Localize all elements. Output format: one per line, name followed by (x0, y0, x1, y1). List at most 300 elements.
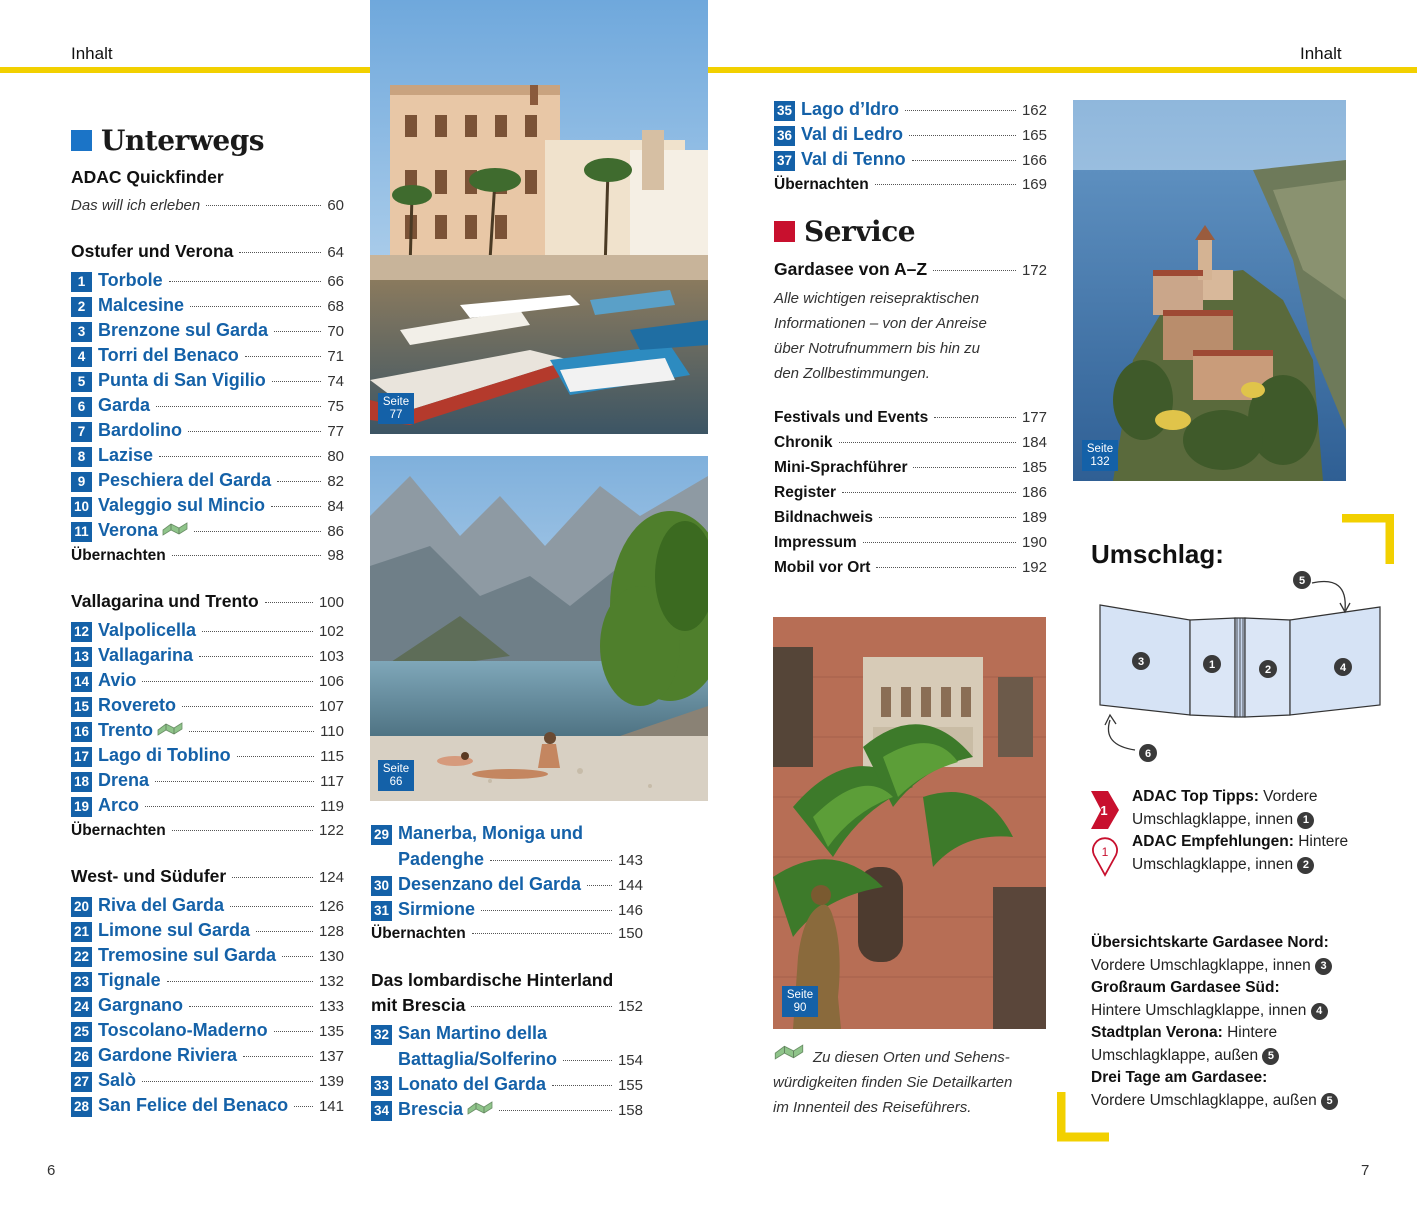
entry-label: Peschiera del Garda (98, 470, 272, 490)
toc-entry[interactable] (774, 149, 1047, 173)
row-page: 100 (318, 594, 344, 611)
entry-number: 4 (71, 347, 92, 367)
entry-label: San Felice del Benaco (98, 1095, 289, 1115)
legend-text: Vordere Umschlagklappe, innen (1091, 956, 1311, 974)
seite-label: Seite (1086, 443, 1114, 455)
entry-page: 80 (327, 448, 344, 465)
entry-number: 14 (71, 672, 92, 692)
entry-number: 35 (774, 101, 795, 121)
ref-badge: 4 (1311, 1003, 1328, 1020)
diagram-marker (1139, 744, 1157, 762)
row-page: 150 (617, 925, 643, 942)
entry-number: 11 (71, 522, 92, 542)
service-entry[interactable] (774, 559, 1047, 583)
entry-label: Verona (98, 520, 159, 540)
dot-leader (243, 1056, 313, 1057)
entry-page: 107 (318, 698, 344, 715)
toc-entry[interactable] (71, 395, 344, 419)
legend-line (1091, 1090, 1371, 1113)
toc-entry-29-cont[interactable] (398, 849, 643, 873)
entry-number: 2 (71, 297, 92, 317)
seite-page: 90 (793, 1002, 807, 1014)
map-note (773, 1045, 1053, 1120)
entry-page: 137 (318, 1048, 344, 1065)
dot-leader (905, 110, 1016, 111)
toc-entry[interactable] (71, 970, 344, 994)
row-label: Übernachten (71, 547, 166, 564)
entry-number: 36 (774, 126, 795, 146)
entry-page: 102 (318, 623, 344, 640)
map-icon (157, 722, 183, 736)
entry-label: Lago d’Idro (801, 99, 899, 119)
toc-entry[interactable] (71, 1020, 344, 1044)
dot-leader (863, 542, 1016, 543)
row-label: Übernachten (774, 176, 869, 193)
toc-entry[interactable] (71, 920, 344, 944)
entry-page: 165 (1021, 127, 1047, 144)
diagram-marker (1293, 571, 1311, 589)
dot-leader (481, 910, 612, 911)
entry-label: Battaglia/Solferino (398, 1049, 558, 1069)
entry-label: Mini-Sprachführer (774, 459, 908, 476)
entry-number: 22 (71, 947, 92, 967)
toc-entry[interactable] (71, 945, 344, 969)
entry-number: 29 (371, 825, 392, 845)
ref-badge: 3 (1315, 958, 1332, 975)
toc-entry[interactable] (71, 495, 344, 519)
row-page: 169 (1021, 176, 1047, 193)
toc-entry-32[interactable] (371, 1023, 643, 1047)
entry-number: 30 (371, 876, 392, 896)
desc-line: den Zollbestimmungen. (774, 365, 930, 382)
photo-cliff (1073, 100, 1346, 481)
legend-line (1091, 1045, 1371, 1068)
dot-leader (934, 417, 1016, 418)
diagram-num-2: 2 (1264, 664, 1272, 676)
seite-label: Seite (382, 763, 410, 775)
group-label: mit Brescia (371, 995, 466, 1015)
dot-leader (933, 270, 1016, 271)
entry-number: 24 (71, 997, 92, 1017)
dot-leader (206, 205, 321, 206)
ref-badge: 1 (1297, 812, 1314, 829)
toc-entry[interactable] (71, 795, 344, 819)
entry-number: 26 (71, 1047, 92, 1067)
legend-text: Umschlagklappe, innen (1132, 855, 1294, 873)
legend-maps (1091, 932, 1371, 1112)
dot-leader (245, 356, 322, 357)
entry-label: Drena (98, 770, 150, 790)
entry-number: 32 (371, 1025, 392, 1045)
entry-label: Sirmione (398, 899, 476, 919)
entry-label: Chronik (774, 434, 833, 451)
quickfinder-row[interactable] (71, 197, 344, 221)
entry-label: Trento (98, 720, 154, 740)
entry-page: 126 (318, 898, 344, 915)
entry-number: 13 (71, 647, 92, 667)
toc-entry[interactable] (71, 620, 344, 644)
dot-leader (272, 381, 322, 382)
top-tipp-marker-icon (1090, 790, 1120, 830)
entry-number: 27 (71, 1072, 92, 1092)
section-title: Service (804, 215, 916, 248)
entry-label: Impressum (774, 534, 857, 551)
entry-label: Lonato del Garda (398, 1074, 547, 1094)
dot-leader (142, 1081, 313, 1082)
toc-entry[interactable] (774, 99, 1047, 123)
cliff-illustration (1073, 100, 1346, 481)
entry-number: 20 (71, 897, 92, 917)
entry-page: 135 (318, 1023, 344, 1040)
toc-entry[interactable] (71, 1070, 344, 1094)
toc-entry[interactable] (71, 445, 344, 469)
legend-text: Hintere (1227, 1024, 1278, 1041)
toc-entry[interactable] (71, 1045, 344, 1069)
entry-page: 68 (327, 298, 344, 315)
service-entry[interactable] (774, 484, 1047, 508)
vallagarina-uebernachten[interactable] (71, 822, 344, 846)
juliet-illustration (773, 617, 1046, 1029)
group-hinterland: Das lombardische Hinterland (371, 970, 614, 990)
dot-leader (913, 467, 1015, 468)
entry-page: 143 (617, 852, 643, 869)
entry-label: Tremosine sul Garda (98, 945, 277, 965)
entry-number: 9 (71, 472, 92, 492)
legend-line (1132, 809, 1372, 832)
map-icon (467, 1101, 493, 1115)
legend-text: Hintere Umschlagklappe, innen (1091, 1001, 1307, 1019)
legend-label-line (1091, 1022, 1371, 1045)
legend-text: Umschlagklappe, innen (1132, 810, 1294, 828)
dot-leader (156, 406, 321, 407)
entry-number: 31 (371, 901, 392, 921)
quickfinder-title: ADAC Quickfinder (71, 167, 224, 187)
entry-page: 117 (320, 773, 344, 790)
seite-badge (378, 760, 414, 791)
toc-entry[interactable] (71, 470, 344, 494)
dot-leader (194, 531, 321, 532)
dot-leader (189, 731, 314, 732)
photo-harbor (370, 0, 708, 434)
legend-label-line (1091, 1067, 1371, 1090)
entry-page: 75 (327, 398, 344, 415)
entry-page: 186 (1021, 484, 1047, 501)
diagram-num-5: 5 (1298, 575, 1306, 587)
seite-page: 132 (1090, 456, 1110, 468)
group-vallagarina[interactable] (71, 591, 344, 615)
row-page: 60 (327, 197, 344, 214)
legend-top-tipps (1132, 786, 1372, 876)
entry-label: Festivals und Events (774, 409, 929, 426)
desc-line: über Notrufnummern bis hin zu (774, 340, 980, 357)
diagram-marker (1132, 652, 1150, 670)
entry-label: Salò (98, 1070, 137, 1090)
toc-entry-29[interactable] (371, 823, 643, 847)
lake-illustration (370, 456, 708, 801)
toc-entry[interactable] (71, 995, 344, 1019)
entry-label: Brenzone sul Garda (98, 320, 269, 340)
entry-number: 23 (71, 972, 92, 992)
legend-text: Vordere (1263, 788, 1318, 805)
diagram-marker (1334, 658, 1352, 676)
entry-label: Rovereto (98, 695, 177, 715)
dot-leader (188, 431, 321, 432)
dot-leader (167, 981, 313, 982)
entry-page: 141 (318, 1098, 344, 1115)
entry-label: Manerba, Moniga und (398, 823, 584, 843)
toc-entry-34[interactable] (371, 1099, 643, 1123)
header-title-left: Inhalt (71, 44, 113, 63)
toc-entry[interactable] (71, 745, 344, 769)
entry-label: San Martino della (398, 1023, 548, 1043)
legend-label-line (1091, 977, 1371, 1000)
entry-label: Limone sul Garda (98, 920, 251, 940)
toc-entry-33[interactable] (371, 1074, 643, 1098)
map-icon (162, 522, 188, 536)
toc-entry[interactable] (71, 295, 344, 319)
row-page: 122 (318, 822, 344, 839)
dot-leader (189, 1006, 313, 1007)
entry-number: 3 (71, 322, 92, 342)
toc-entry-30[interactable] (371, 874, 643, 898)
dot-leader (274, 331, 321, 332)
entry-number: 10 (71, 497, 92, 517)
section-title: Unterwegs (101, 124, 265, 157)
service-entry[interactable] (774, 434, 1047, 458)
dot-leader (471, 1006, 612, 1007)
toc-entry[interactable] (774, 124, 1047, 148)
entry-label: Vallagarina (98, 645, 194, 665)
dot-leader (277, 481, 321, 482)
entry-page: 110 (320, 723, 344, 740)
entry-number: 33 (371, 1076, 392, 1096)
right-uebernachten[interactable] (774, 176, 1047, 200)
section-service (774, 215, 915, 248)
entry-label: Garda (98, 395, 151, 415)
row-page: 172 (1021, 262, 1047, 279)
entry-page: 155 (617, 1077, 643, 1094)
ostufer-uebernachten[interactable] (71, 547, 344, 571)
dot-leader (912, 160, 1016, 161)
entry-page: 106 (318, 673, 344, 690)
dot-leader (239, 252, 321, 253)
entry-label: Desenzano del Garda (398, 874, 582, 894)
diagram-marker (1259, 660, 1277, 678)
section-square (71, 130, 92, 151)
group-ostufer[interactable] (71, 241, 344, 265)
entry-label: Register (774, 484, 837, 501)
dot-leader (552, 1085, 612, 1086)
legend-line (1091, 1000, 1371, 1023)
service-entry[interactable] (774, 509, 1047, 533)
dot-leader (294, 1106, 313, 1107)
ref-badge: 5 (1321, 1093, 1338, 1110)
corner-bracket-top (1342, 514, 1394, 564)
entry-page: 190 (1021, 534, 1047, 551)
dot-leader (839, 442, 1016, 443)
toc-entry[interactable] (71, 895, 344, 919)
entry-page: 144 (617, 877, 643, 894)
group-westufer[interactable] (71, 866, 344, 890)
ref-badge: 2 (1297, 857, 1314, 874)
seite-label: Seite (786, 989, 814, 1001)
gardasee-description (774, 286, 1034, 386)
entry-number: 21 (71, 922, 92, 942)
entry-number: 5 (71, 372, 92, 392)
group-label: Vallagarina und Trento (71, 591, 259, 611)
seite-badge (1082, 440, 1118, 471)
entry-label: Gardone Riviera (98, 1045, 238, 1065)
entry-label: Mobil vor Ort (774, 559, 871, 576)
header-bar-right (708, 67, 1417, 73)
mid-uebernachten[interactable] (371, 925, 643, 949)
note-line: im Innenteil des Reiseführers. (773, 1099, 972, 1116)
seite-page: 66 (389, 776, 403, 788)
gardasee-row[interactable] (774, 259, 1047, 283)
dot-leader (230, 906, 313, 907)
top-tipp-marker-num: 1 (1100, 803, 1108, 818)
entry-number: 37 (774, 151, 795, 171)
entry-page: 177 (1021, 409, 1047, 426)
entry-number: 19 (71, 797, 92, 817)
toc-entry[interactable] (71, 695, 344, 719)
entry-page: 154 (617, 1052, 643, 1069)
entry-label: Riva del Garda (98, 895, 225, 915)
toc-entry[interactable] (71, 770, 344, 794)
entry-number: 15 (71, 697, 92, 717)
entry-page: 84 (327, 498, 344, 515)
row-page: 64 (327, 244, 344, 261)
row-label: Übernachten (371, 925, 466, 942)
toc-entry[interactable] (71, 720, 344, 744)
entry-label: Malcesine (98, 295, 185, 315)
entry-label: Gargnano (98, 995, 184, 1015)
legend-line (1132, 854, 1372, 877)
dot-leader (274, 1031, 313, 1032)
legend-label: Stadtplan Verona: (1091, 1024, 1223, 1041)
entry-label: Valeggio sul Mincio (98, 495, 266, 515)
page-number-left: 6 (47, 1162, 56, 1179)
legend-label: Übersichtskarte Gardasee Nord: (1091, 934, 1329, 951)
entry-page: 128 (318, 923, 344, 940)
dot-leader (271, 506, 321, 507)
dot-leader (490, 860, 612, 861)
entry-number: 34 (371, 1101, 392, 1121)
row-page: 124 (318, 869, 344, 886)
legend-label: ADAC Empfehlungen: (1132, 833, 1294, 850)
entry-label: Padenghe (398, 849, 485, 869)
toc-entry[interactable] (71, 520, 344, 544)
service-entry[interactable] (774, 459, 1047, 483)
dot-leader (190, 306, 321, 307)
entry-number: 17 (71, 747, 92, 767)
entry-page: 146 (617, 902, 643, 919)
dot-leader (172, 555, 322, 556)
toc-entry[interactable] (71, 1095, 344, 1119)
entry-label: Lago di Toblino (98, 745, 231, 765)
section-unterwegs (71, 124, 264, 157)
entry-page: 71 (327, 348, 344, 365)
group-label: Ostufer und Verona (71, 241, 234, 261)
dot-leader (876, 567, 1016, 568)
toc-entry-32-cont[interactable] (398, 1049, 643, 1073)
group-hinterland-cont[interactable] (371, 995, 643, 1019)
seite-label: Seite (382, 396, 410, 408)
entry-page: 119 (320, 798, 344, 815)
service-entry[interactable] (774, 534, 1047, 558)
entry-label: Avio (98, 670, 137, 690)
toc-entry[interactable] (71, 670, 344, 694)
dot-leader (237, 756, 314, 757)
legend-label: Drei Tage am Gardasee: (1091, 1069, 1268, 1086)
row-page: 152 (617, 998, 643, 1015)
entry-number: 18 (71, 772, 92, 792)
legend-text: Vordere Umschlagklappe, außen (1091, 1091, 1317, 1109)
dot-leader (172, 830, 313, 831)
legend-line (1132, 831, 1372, 854)
toc-entry[interactable] (71, 270, 344, 294)
service-entry[interactable] (774, 409, 1047, 433)
toc-entry[interactable] (71, 345, 344, 369)
note-line: Zu diesen Orten und Sehens- (813, 1049, 1010, 1066)
entry-number: 7 (71, 422, 92, 442)
entry-page: 132 (318, 973, 344, 990)
dot-leader (842, 492, 1016, 493)
entry-page: 103 (318, 648, 344, 665)
entry-page: 74 (327, 373, 344, 390)
entry-label: Bardolino (98, 420, 182, 440)
seite-badge (782, 986, 818, 1017)
toc-entry[interactable] (71, 420, 344, 444)
note-line: würdigkeiten finden Sie Detailkarten (773, 1074, 1013, 1091)
entry-page: 189 (1021, 509, 1047, 526)
entry-page: 82 (327, 473, 344, 490)
dot-leader (265, 602, 313, 603)
entry-page: 158 (617, 1102, 643, 1119)
section-square (774, 221, 795, 242)
seite-page: 77 (389, 409, 403, 421)
toc-entry-31[interactable] (371, 899, 643, 923)
desc-line: Alle wichtigen reisepraktischen (774, 290, 980, 307)
entry-label: Arco (98, 795, 140, 815)
dot-leader (142, 681, 313, 682)
entry-label: Val di Tenno (801, 149, 906, 169)
legend-label: ADAC Top Tipps: (1132, 788, 1259, 805)
entry-label: Torri del Benaco (98, 345, 239, 365)
page-number-right: 7 (1361, 1162, 1370, 1179)
entry-label: Val di Ledro (801, 124, 904, 144)
entry-number: 28 (71, 1097, 92, 1117)
dot-leader (282, 956, 313, 957)
entry-number: 6 (71, 397, 92, 417)
toc-entry[interactable] (71, 320, 344, 344)
entry-label: Tignale (98, 970, 161, 990)
toc-entry[interactable] (71, 370, 344, 394)
row-label: Übernachten (71, 822, 166, 839)
entry-page: 77 (327, 423, 344, 440)
seite-badge (378, 393, 414, 424)
entry-number: 25 (71, 1022, 92, 1042)
empfehlung-marker-num: 1 (1101, 845, 1109, 859)
dot-leader (256, 931, 313, 932)
entry-label: Brescia (398, 1099, 464, 1119)
entry-page: 192 (1021, 559, 1047, 576)
diagram-num-6: 6 (1144, 748, 1152, 760)
dot-leader (499, 1110, 612, 1111)
umschlag-diagram (1090, 565, 1390, 770)
diagram-num-3: 3 (1137, 656, 1145, 668)
toc-entry[interactable] (71, 645, 344, 669)
